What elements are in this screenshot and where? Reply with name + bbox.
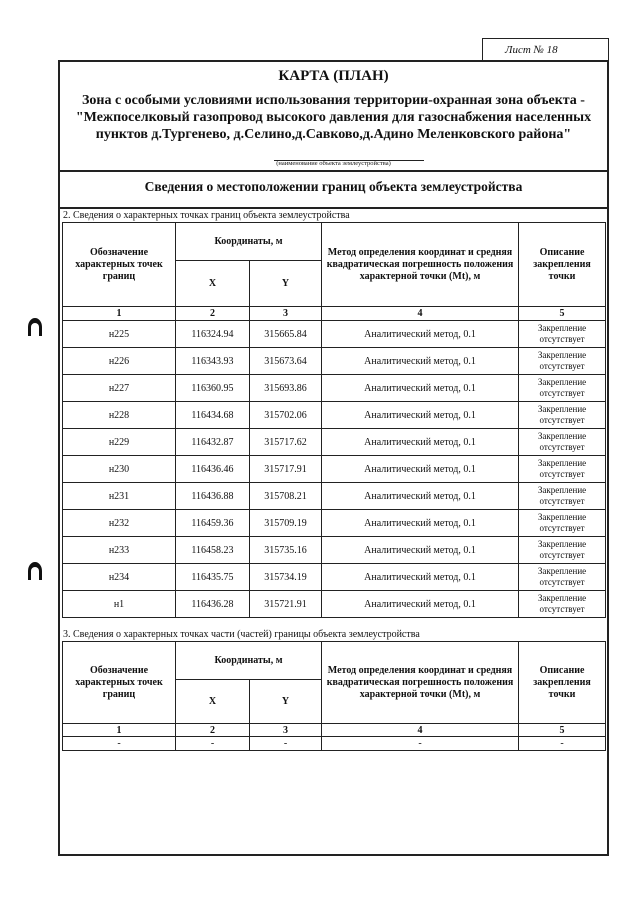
col-x-header: X <box>176 680 250 724</box>
point-name: н230 <box>63 456 176 483</box>
point-method: Аналитический метод, 0.1 <box>322 510 519 537</box>
binder-hole-mark <box>28 318 42 336</box>
column-number: 3 <box>250 724 322 737</box>
col-designation-header: Обозначение характерных точек границ <box>63 642 176 724</box>
object-caption: (наименование объекта землеустройства) <box>276 160 391 167</box>
point-method: Аналитический метод, 0.1 <box>322 375 519 402</box>
table-header-row <box>63 223 606 261</box>
point-x: 116343.93 <box>176 348 250 375</box>
point-fixing: Закрепление отсутствует <box>519 402 606 429</box>
point-x: 116360.95 <box>176 375 250 402</box>
point-x: 116459.36 <box>176 510 250 537</box>
point-x: 116324.94 <box>176 321 250 348</box>
point-y: 315708.21 <box>250 483 322 510</box>
point-fixing: Закрепление отсутствует <box>519 429 606 456</box>
table-header-row <box>63 642 606 680</box>
binder-hole-mark <box>28 562 42 580</box>
col-y-header: Y <box>250 261 322 307</box>
point-x: 116432.87 <box>176 429 250 456</box>
point-fixing: Закрепление отсутствует <box>519 321 606 348</box>
table-row <box>63 456 606 483</box>
column-number: 2 <box>176 724 250 737</box>
col-coordinates-header: Координаты, м <box>176 223 322 261</box>
point-method: Аналитический метод, 0.1 <box>322 348 519 375</box>
point-fixing: - <box>519 737 606 751</box>
point-method: Аналитический метод, 0.1 <box>322 483 519 510</box>
point-name: н1 <box>63 591 176 618</box>
col-fixing-header: Описание закрепления точки <box>519 642 606 724</box>
point-y: - <box>250 737 322 751</box>
column-number: 5 <box>519 307 606 321</box>
part-boundary-points-table <box>62 641 606 751</box>
divider <box>60 170 607 172</box>
point-method: Аналитический метод, 0.1 <box>322 537 519 564</box>
zone-title: Зона с особыми условиями использования территории-охранная зона объекта -"Межпоселковый газопровод высокого давления для газоснабжения населенных пунктов д.Тургенево, д.Селино,д.Савково,д.Адино Меленковского района" <box>75 93 592 142</box>
point-y: 315673.64 <box>250 348 322 375</box>
section3-title: 3. Сведения о характерных точках части (частей) границы объекта землеустройства <box>63 629 420 640</box>
point-name: н226 <box>63 348 176 375</box>
point-method: Аналитический метод, 0.1 <box>322 564 519 591</box>
table-row <box>63 510 606 537</box>
point-name: н227 <box>63 375 176 402</box>
point-name: н229 <box>63 429 176 456</box>
section2-title: 2. Сведения о характерных точках границ объекта землеустройства <box>63 210 350 221</box>
point-fixing: Закрепление отсутствует <box>519 591 606 618</box>
point-x: 116436.46 <box>176 456 250 483</box>
point-name: н228 <box>63 402 176 429</box>
point-method: Аналитический метод, 0.1 <box>322 321 519 348</box>
point-y: 315721.91 <box>250 591 322 618</box>
col-coordinates-header: Координаты, м <box>176 642 322 680</box>
point-y: 315702.06 <box>250 402 322 429</box>
point-fixing: Закрепление отсутствует <box>519 348 606 375</box>
table-row <box>63 375 606 402</box>
point-x: 116436.28 <box>176 591 250 618</box>
col-y-header: Y <box>250 680 322 724</box>
document-frame <box>58 60 609 856</box>
sheet-number-box <box>482 38 609 60</box>
sheet-number: Лист № 18 <box>505 44 558 56</box>
point-x: 116434.68 <box>176 402 250 429</box>
point-y: 315717.62 <box>250 429 322 456</box>
point-fixing: Закрепление отсутствует <box>519 564 606 591</box>
point-name: н225 <box>63 321 176 348</box>
table-row <box>63 348 606 375</box>
column-number: 3 <box>250 307 322 321</box>
col-designation-header: Обозначение характерных точек границ <box>63 223 176 307</box>
point-fixing: Закрепление отсутствует <box>519 456 606 483</box>
point-y: 315717.91 <box>250 456 322 483</box>
table-row <box>63 321 606 348</box>
column-number-row <box>63 307 606 321</box>
point-fixing: Закрепление отсутствует <box>519 375 606 402</box>
column-number: 1 <box>63 307 176 321</box>
point-y: 315665.84 <box>250 321 322 348</box>
table-row <box>63 737 606 751</box>
point-y: 315693.86 <box>250 375 322 402</box>
point-fixing: Закрепление отсутствует <box>519 483 606 510</box>
divider <box>60 207 607 209</box>
point-x: 116435.75 <box>176 564 250 591</box>
col-x-header: X <box>176 261 250 307</box>
point-method: Аналитический метод, 0.1 <box>322 402 519 429</box>
point-x: - <box>176 737 250 751</box>
table-row <box>63 429 606 456</box>
point-method: Аналитический метод, 0.1 <box>322 429 519 456</box>
col-fixing-header: Описание закрепления точки <box>519 223 606 307</box>
point-name: н232 <box>63 510 176 537</box>
table-row <box>63 591 606 618</box>
point-method: Аналитический метод, 0.1 <box>322 456 519 483</box>
column-number-row <box>63 724 606 737</box>
point-name: н231 <box>63 483 176 510</box>
table-row <box>63 402 606 429</box>
table-row <box>63 483 606 510</box>
point-method: - <box>322 737 519 751</box>
point-y: 315735.16 <box>250 537 322 564</box>
table-row <box>63 564 606 591</box>
point-name: н234 <box>63 564 176 591</box>
table-row <box>63 537 606 564</box>
col-method-header: Метод определения координат и средняя квадратическая погрешность положения характерной точки (Mt), м <box>322 223 519 307</box>
point-y: 315734.19 <box>250 564 322 591</box>
col-method-header: Метод определения координат и средняя квадратическая погрешность положения характерной точки (Mt), м <box>322 642 519 724</box>
column-number: 4 <box>322 307 519 321</box>
point-fixing: Закрепление отсутствует <box>519 510 606 537</box>
column-number: 5 <box>519 724 606 737</box>
point-x: 116436.88 <box>176 483 250 510</box>
column-number: 1 <box>63 724 176 737</box>
point-name: - <box>63 737 176 751</box>
section-title: Сведения о местоположении границ объекта землеустройства <box>144 179 523 194</box>
map-title: КАРТА (ПЛАН) <box>278 68 389 84</box>
boundary-points-table <box>62 222 606 618</box>
point-name: н233 <box>63 537 176 564</box>
column-number: 2 <box>176 307 250 321</box>
point-method: Аналитический метод, 0.1 <box>322 591 519 618</box>
column-number: 4 <box>322 724 519 737</box>
point-y: 315709.19 <box>250 510 322 537</box>
point-fixing: Закрепление отсутствует <box>519 537 606 564</box>
point-x: 116458.23 <box>176 537 250 564</box>
